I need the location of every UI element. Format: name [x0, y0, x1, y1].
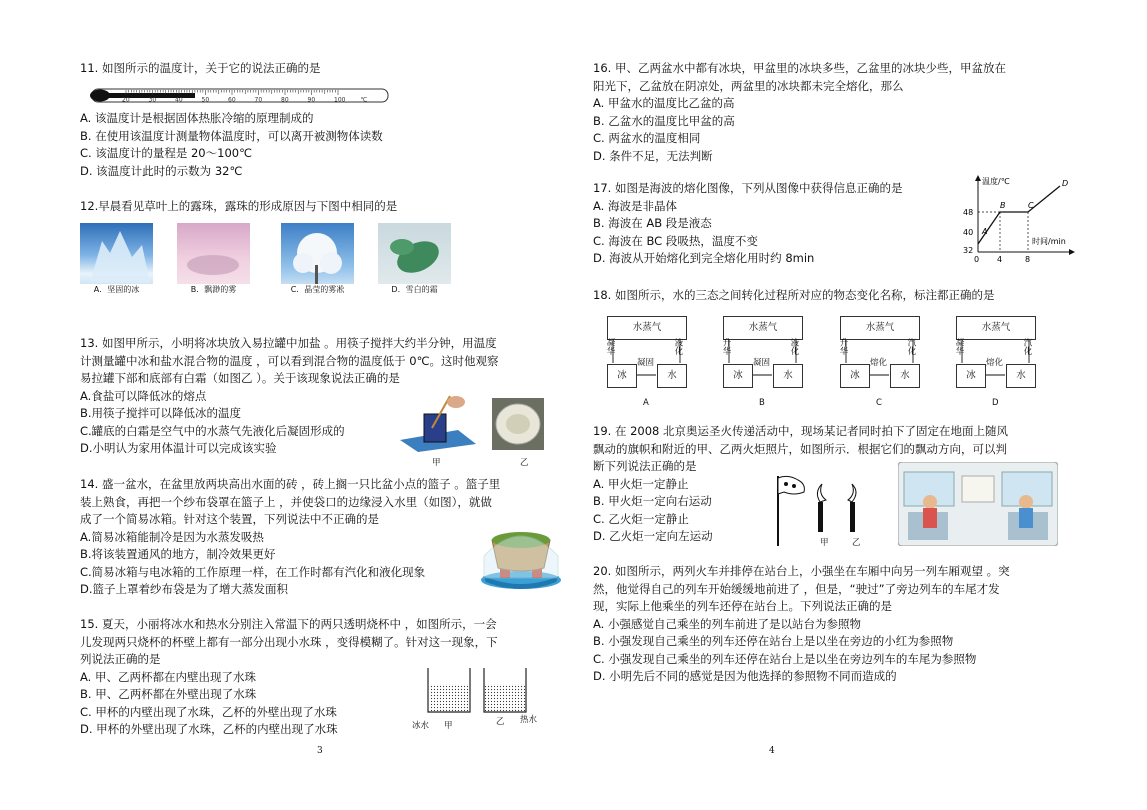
diagram-caption: C [876, 398, 882, 408]
graph-ylabel: 温度/℃ [982, 177, 1010, 186]
question-20-line-1: 20. 如图所示，两列火车并排停在站台上，小强坐在车厢中向另一列车厢观望 。突 [593, 564, 1010, 578]
beaker-label-jia: 甲 [444, 721, 453, 731]
diagram-b [723, 316, 803, 408]
option-d[interactable]: D.篮子上罩着纱布袋是为了增大蒸发面积 [80, 582, 289, 596]
option-b[interactable]: B. 乙盆水的温度比甲盆的高 [593, 113, 735, 128]
rime-photo [281, 223, 354, 295]
question-15-line-1: 15. 夏天，小丽将冰水和热水分别注入常温下的两只透明烧杯中 ，如图所示，一会 [80, 617, 497, 631]
option-d[interactable]: D. 条件不足，无法判断 [593, 148, 713, 163]
diagram-caption: D [992, 398, 999, 408]
page-number-right: 4 [769, 746, 775, 756]
option-a[interactable]: A. 小强感觉自己乘坐的列车前进了是以站台为参照物 [593, 616, 861, 631]
point-d: D [1062, 179, 1069, 188]
figure-label-yi: 乙 [520, 458, 529, 468]
frost-photo [378, 223, 451, 295]
question-13-line-2: 计测量罐中冰和盐水混合物的温度 ，可以看到混合物的温度低于 0℃。这时他观察 [80, 353, 499, 368]
option-c[interactable]: C.简易冰箱与电冰箱的工作原理一样，在工作时都有汽化和液化现象 [80, 564, 426, 579]
option-b[interactable]: B. 海波在 AB 段是液态 [593, 216, 712, 230]
option-b[interactable]: B. 甲、乙两杯都在外壁出现了水珠 [80, 687, 257, 701]
question-13-line-1: 13. 如图甲所示，小明将冰块放入易拉罐中加盐 。用筷子搅拌大约半分钟，用温度 [80, 336, 497, 350]
question-11-stem: 11. 如图所示的温度计，关于它的说法正确的是 [80, 61, 321, 75]
question-11 [80, 60, 320, 78]
option-d[interactable]: D. 小明先后不同的感觉是因为他选择的参照物不同而造成的 [593, 669, 897, 683]
question-20-line-3: 现，实际上他乘坐的列车还停在站台上。下列说法正确的是 [593, 599, 892, 613]
left-arrow-label: 凝华 [605, 338, 615, 355]
option-d[interactable]: D. 该温度计此时的示数为 32℃ [80, 163, 243, 178]
question-17 [593, 180, 902, 268]
left-arrow-label: 升华 [838, 338, 848, 355]
ice-box: 冰 [956, 364, 986, 388]
thermometer-scale-label: 60 [228, 96, 236, 104]
page-number-left: 3 [317, 746, 323, 756]
torch-label-yi: 乙 [852, 538, 861, 548]
question-19-line-1: 19. 在 2008 北京奥运圣火传递活动中，现场某记者同时拍下了固定在地面上随风 [593, 424, 1009, 438]
option-a[interactable]: A.简易冰箱能制冷是因为水蒸发吸热 [80, 529, 264, 544]
photo-caption-a: A．坚固的冰 [80, 284, 153, 295]
beaker-label-ice-water: 冰水 [412, 721, 430, 731]
water-box: 水 [890, 364, 920, 388]
simple-fridge-figure [478, 520, 564, 592]
water-box: 水 [773, 364, 803, 388]
figure-label-jia: 甲 [432, 458, 441, 468]
question-15-line-2: 儿发现两只烧杯的杯壁上都有一部分出现小水珠 ，变得模糊了。针对这一现象，下 [80, 634, 498, 649]
middle-arrow-label: 凝固 [637, 358, 655, 368]
vapor-box: 水蒸气 [607, 316, 687, 340]
thermometer-scale-label: 80 [281, 96, 289, 104]
question-11-options [80, 110, 383, 180]
question-19-line-3: 断下列说法正确的是 [593, 459, 697, 473]
xtick-4: 4 [997, 255, 1003, 264]
middle-arrow-label: 熔化 [986, 358, 1004, 368]
diagram-c [840, 316, 920, 408]
question-14-line-2: 装上熟食，再把一个纱布袋罩在篮子上 ，并使袋口的边缘浸入水里（如图），就做 [80, 494, 492, 509]
point-b: B [1000, 201, 1006, 210]
thermometer-scale-label: 100 [334, 96, 346, 104]
option-a[interactable]: A. 甲火炬一定静止 [593, 476, 689, 491]
thermometer-scale-label: 30 [148, 96, 157, 104]
question-20-line-2: 然，他觉得自己的列车开始缓缓地前进了 ，但是，“驶过”了旁边列车的车尾才发 [593, 581, 1000, 596]
question-16-line-2: 阳光下，乙盆放在阴凉处，两盆里的冰块都未完全熔化，那么 [593, 78, 904, 93]
option-c[interactable]: C.罐底的白霜是空气中的水蒸气先液化后凝固形成的 [80, 423, 345, 438]
can-stirring-figure [398, 392, 478, 454]
option-b[interactable]: B.将该装置通风的地方，制冷效果更好 [80, 547, 276, 561]
option-c[interactable]: C. 乙火炬一定静止 [593, 511, 689, 526]
option-d[interactable]: D.小明认为家用体温计可以完成该实验 [80, 441, 277, 455]
option-a[interactable]: A. 甲、乙两杯都在内壁出现了水珠 [80, 669, 256, 684]
option-a[interactable]: A.食盐可以降低冰的熔点 [80, 388, 207, 403]
thermometer-scale-label: 90 [307, 96, 316, 104]
water-box: 水 [657, 364, 687, 388]
photo-caption-d: D．雪白的霜 [378, 284, 451, 295]
question-20 [593, 563, 1010, 686]
option-a[interactable]: A. 该温度计是根据固体热胀冷缩的原理制成的 [80, 111, 314, 125]
option-b[interactable]: B. 小强发现自己乘坐的列车还停在站台上是以坐在旁边的小红为参照物 [593, 634, 954, 648]
left-arrow-label: 凝华 [954, 338, 964, 355]
question-14-line-3: 成了一个简易冰箱。针对这个装置，下列说法中不正确的是 [80, 512, 379, 526]
question-19-line-2: 飘动的旗帜和附近的甲、乙两火炬照片，如图所示．根据它们的飘动方向，可以判 [593, 441, 1007, 456]
option-b[interactable]: B. 甲火炬一定向右运动 [593, 494, 712, 508]
question-14-line-1: 14. 盛一盆水，在盆里放两块高出水面的砖 ，砖上搁一只比盆小点的篮子 。篮子里 [80, 477, 501, 491]
xtick-0: 0 [974, 255, 980, 264]
ytick-40: 40 [963, 228, 974, 237]
question-14 [80, 476, 500, 599]
vapor-box: 水蒸气 [840, 316, 920, 340]
ice-box: 冰 [723, 364, 753, 388]
graph-xlabel: 时间/min [1032, 237, 1066, 246]
question-12-stem: 12.早晨看见草叶上的露珠，露珠的形成原因与下图中相同的是 [80, 199, 398, 213]
right-arrow-label: 液化 [789, 338, 799, 355]
diagram-caption: A [643, 398, 649, 408]
ice-box: 冰 [607, 364, 637, 388]
ytick-48: 48 [963, 208, 974, 217]
thermometer-scale-label: 40 [175, 96, 183, 104]
option-d[interactable]: D. 甲杯的外壁出现了水珠，乙杯的内壁出现了水珠 [80, 722, 338, 736]
question-13-line-3: 易拉罐下部和底部有白霜（如图乙 ）。关于该现象说法正确的是 [80, 371, 400, 385]
middle-arrow-label: 熔化 [870, 358, 888, 368]
option-c[interactable]: C. 两盆水的温度相同 [593, 131, 701, 145]
water-box: 水 [1006, 364, 1036, 388]
point-c: C [1028, 201, 1034, 210]
question-18 [593, 287, 994, 305]
option-c[interactable]: C. 该温度计的量程是 20～100℃ [80, 146, 252, 160]
vapor-box: 水蒸气 [956, 316, 1036, 340]
point-a: A [982, 227, 988, 236]
right-arrow-label: 汽化 [906, 338, 916, 355]
thermometer-scale-label: 70 [254, 96, 263, 104]
diagram-a [607, 316, 687, 408]
option-b[interactable]: B. 在使用该温度计测量物体温度时，可以离开被测物体读数 [80, 128, 383, 143]
diagram-d [956, 316, 1036, 408]
ice-box: 冰 [840, 364, 870, 388]
thermometer-scale-label: 20 [122, 96, 130, 104]
option-c[interactable]: C. 甲杯的内壁出现了水珠，乙杯的外壁出现了水珠 [80, 704, 337, 719]
diagram-caption: B [759, 398, 765, 408]
option-d[interactable]: D. 海波从开始熔化到完全熔化用时约 8min [593, 251, 815, 265]
train-interior-figure [898, 462, 1058, 546]
left-arrow-label: 升华 [721, 338, 731, 355]
thermometer-scale-label: ℃ [360, 96, 368, 104]
question-16 [593, 60, 1006, 165]
vapor-box: 水蒸气 [723, 316, 803, 340]
middle-arrow-label: 凝固 [753, 358, 771, 368]
question-15-line-3: 列说法正确的是 [80, 652, 161, 666]
question-12 [80, 198, 397, 216]
melting-graph [956, 172, 1076, 264]
thermometer-scale-label: 50 [201, 96, 210, 104]
ytick-32: 32 [963, 246, 974, 255]
option-a[interactable]: A. 甲盆水的温度比乙盆的高 [593, 96, 735, 110]
frosted-can-figure [490, 398, 546, 450]
option-c[interactable]: C. 海波在 BC 段吸热，温度不变 [593, 233, 758, 248]
beaker-label-yi: 乙 [496, 717, 505, 727]
thermometer-figure [86, 86, 394, 106]
photo-caption-b: B．飘渺的雾 [177, 284, 250, 295]
right-arrow-label: 液化 [673, 338, 683, 355]
option-b[interactable]: B.用筷子搅拌可以降低冰的温度 [80, 406, 242, 420]
option-c[interactable]: C. 小强发现自己乘坐的列车还停在站台上是以坐在旁边列车的车尾为参照物 [593, 651, 977, 666]
beaker-label-hot-water: 热水 [520, 715, 538, 725]
question-17-stem: 17. 如图是海波的熔化图像，下列从图像中获得信息正确的是 [593, 181, 903, 195]
two-beakers-figure [418, 664, 538, 716]
fog-photo [177, 223, 250, 295]
option-d[interactable]: D. 乙火炬一定向左运动 [593, 529, 713, 543]
torch-label-jia: 甲 [820, 538, 829, 548]
xtick-8: 8 [1025, 255, 1031, 264]
ice-photo [80, 223, 153, 295]
photo-caption-c: C．晶莹的雾凇 [281, 284, 354, 295]
question-18-stem: 18. 如图所示，水的三态之间转化过程所对应的物态变化名称，标注都正确的是 [593, 288, 995, 302]
option-a[interactable]: A. 海波是非晶体 [593, 198, 677, 213]
question-16-line-1: 16. 甲、乙两盆水中都有冰块，甲盆里的冰块多些，乙盆里的冰块少些，甲盆放在 [593, 61, 1006, 75]
right-arrow-label: 汽化 [1022, 338, 1032, 355]
